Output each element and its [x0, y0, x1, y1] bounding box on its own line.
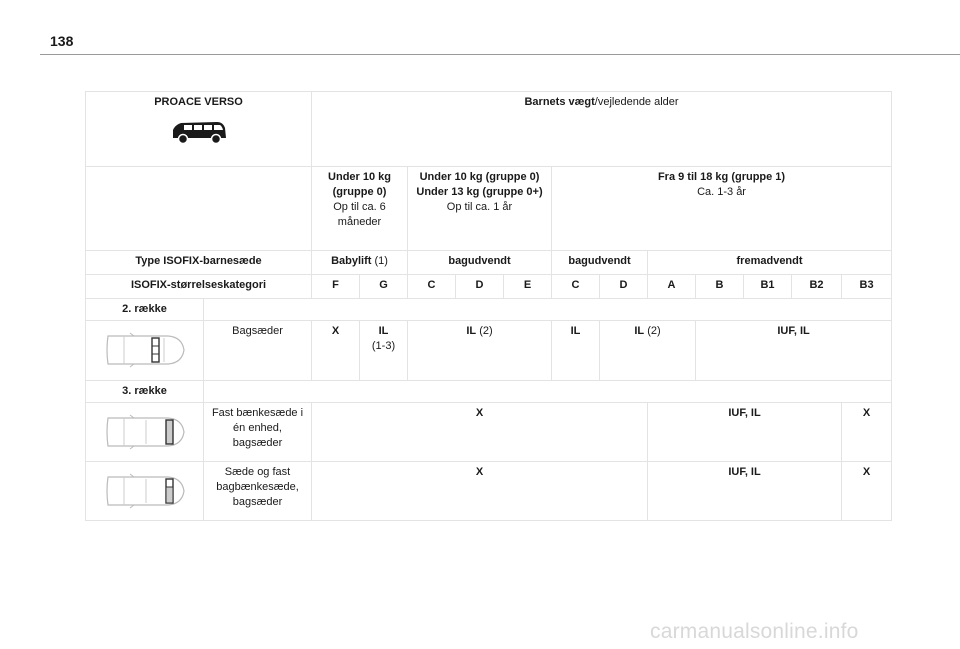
type-babylift-bold: Babylift [331, 255, 372, 267]
model-name: PROACE VERSO [154, 96, 243, 108]
car-top-view-row2-icon [102, 330, 188, 370]
size-cell: B1 [744, 275, 792, 299]
weight-group-3-title: Fra 9 til 18 kg (gruppe 1) [657, 171, 786, 183]
weight-header-rest: /vejledende alder [594, 96, 679, 108]
size-cell: D [600, 275, 648, 299]
type-babylift-rest: (1) [371, 255, 388, 267]
weight-group-3-sub: Ca. 1-3 år [697, 186, 746, 198]
size-cell: B2 [792, 275, 842, 299]
row3b-c3: X [842, 462, 892, 521]
row2-icon-cell [86, 321, 204, 381]
row2-c4: IL [552, 321, 600, 381]
empty-cell [204, 299, 892, 321]
row3a-c1: X [312, 403, 648, 462]
car-top-view-row3-bench-icon [102, 412, 188, 452]
weight-group-1-title: Under 10 kg (gruppe 0) [328, 171, 391, 198]
header-rule [40, 54, 960, 55]
type-babylift [312, 251, 408, 275]
weight-group-2-title: Under 10 kg (gruppe 0) Under 13 kg (gruppe 0+) [416, 171, 543, 198]
row3b-seat-label: Sæde og fast bagbænkesæde, bagsæder [204, 462, 312, 521]
size-cell: A [648, 275, 696, 299]
row2-c2 [360, 321, 408, 381]
van-side-icon [169, 118, 229, 146]
weight-header-cell [312, 92, 892, 167]
size-cell: B3 [842, 275, 892, 299]
weight-header-bold: Barnets vægt [524, 96, 595, 108]
row3b-c2: IUF, IL [648, 462, 842, 521]
size-cell: D [456, 275, 504, 299]
weight-group-1-sub: Op til ca. 6 måneder [333, 201, 386, 228]
size-cell: C [552, 275, 600, 299]
row2-c2-sub: (1-3) [371, 340, 396, 352]
row3a-icon-cell [86, 403, 204, 462]
row3a-seat-label: Fast bænkesæde i én enhed, bagsæder [204, 403, 312, 462]
row2-c6: IUF, IL [696, 321, 892, 381]
size-cell: G [360, 275, 408, 299]
weight-group-3 [552, 167, 892, 251]
row2-c5-bold: IL [634, 325, 645, 337]
weight-group-1 [312, 167, 408, 251]
weight-group-2 [408, 167, 552, 251]
row3-label: 3. række [86, 381, 204, 403]
model-header-cell [86, 92, 312, 167]
row2-c3 [408, 321, 552, 381]
type-bagudvendt-2: bagudvendt [552, 251, 648, 275]
size-row-label: ISOFIX-størrelseskategori [86, 275, 312, 299]
row3a-c2: IUF, IL [648, 403, 842, 462]
row2-label: 2. række [86, 299, 204, 321]
size-cell: B [696, 275, 744, 299]
type-bagudvendt-1: bagudvendt [408, 251, 552, 275]
type-fremadvendt: fremadvendt [648, 251, 892, 275]
weight-group-2-sub: Op til ca. 1 år [446, 201, 513, 213]
row3b-icon-cell [86, 462, 204, 521]
empty-cell [204, 381, 892, 403]
page-number: 138 [50, 33, 74, 49]
row2-c5-rest: (2) [644, 325, 661, 337]
row2-c2-bold: IL [378, 325, 389, 337]
isofix-table [85, 91, 892, 521]
row2-c3-rest: (2) [476, 325, 493, 337]
type-row-label: Type ISOFIX-barnesæde [86, 251, 312, 275]
car-top-view-row3-split-icon [102, 471, 188, 511]
row2-c3-bold: IL [466, 325, 477, 337]
row2-c5 [600, 321, 696, 381]
row2-seat-label: Bagsæder [204, 321, 312, 381]
size-cell: C [408, 275, 456, 299]
row3a-c3: X [842, 403, 892, 462]
empty-cell [86, 167, 312, 251]
watermark: carmanualsonline.info [650, 620, 859, 643]
size-cell: E [504, 275, 552, 299]
row3b-c1: X [312, 462, 648, 521]
size-cell: F [312, 275, 360, 299]
row2-c1: X [312, 321, 360, 381]
